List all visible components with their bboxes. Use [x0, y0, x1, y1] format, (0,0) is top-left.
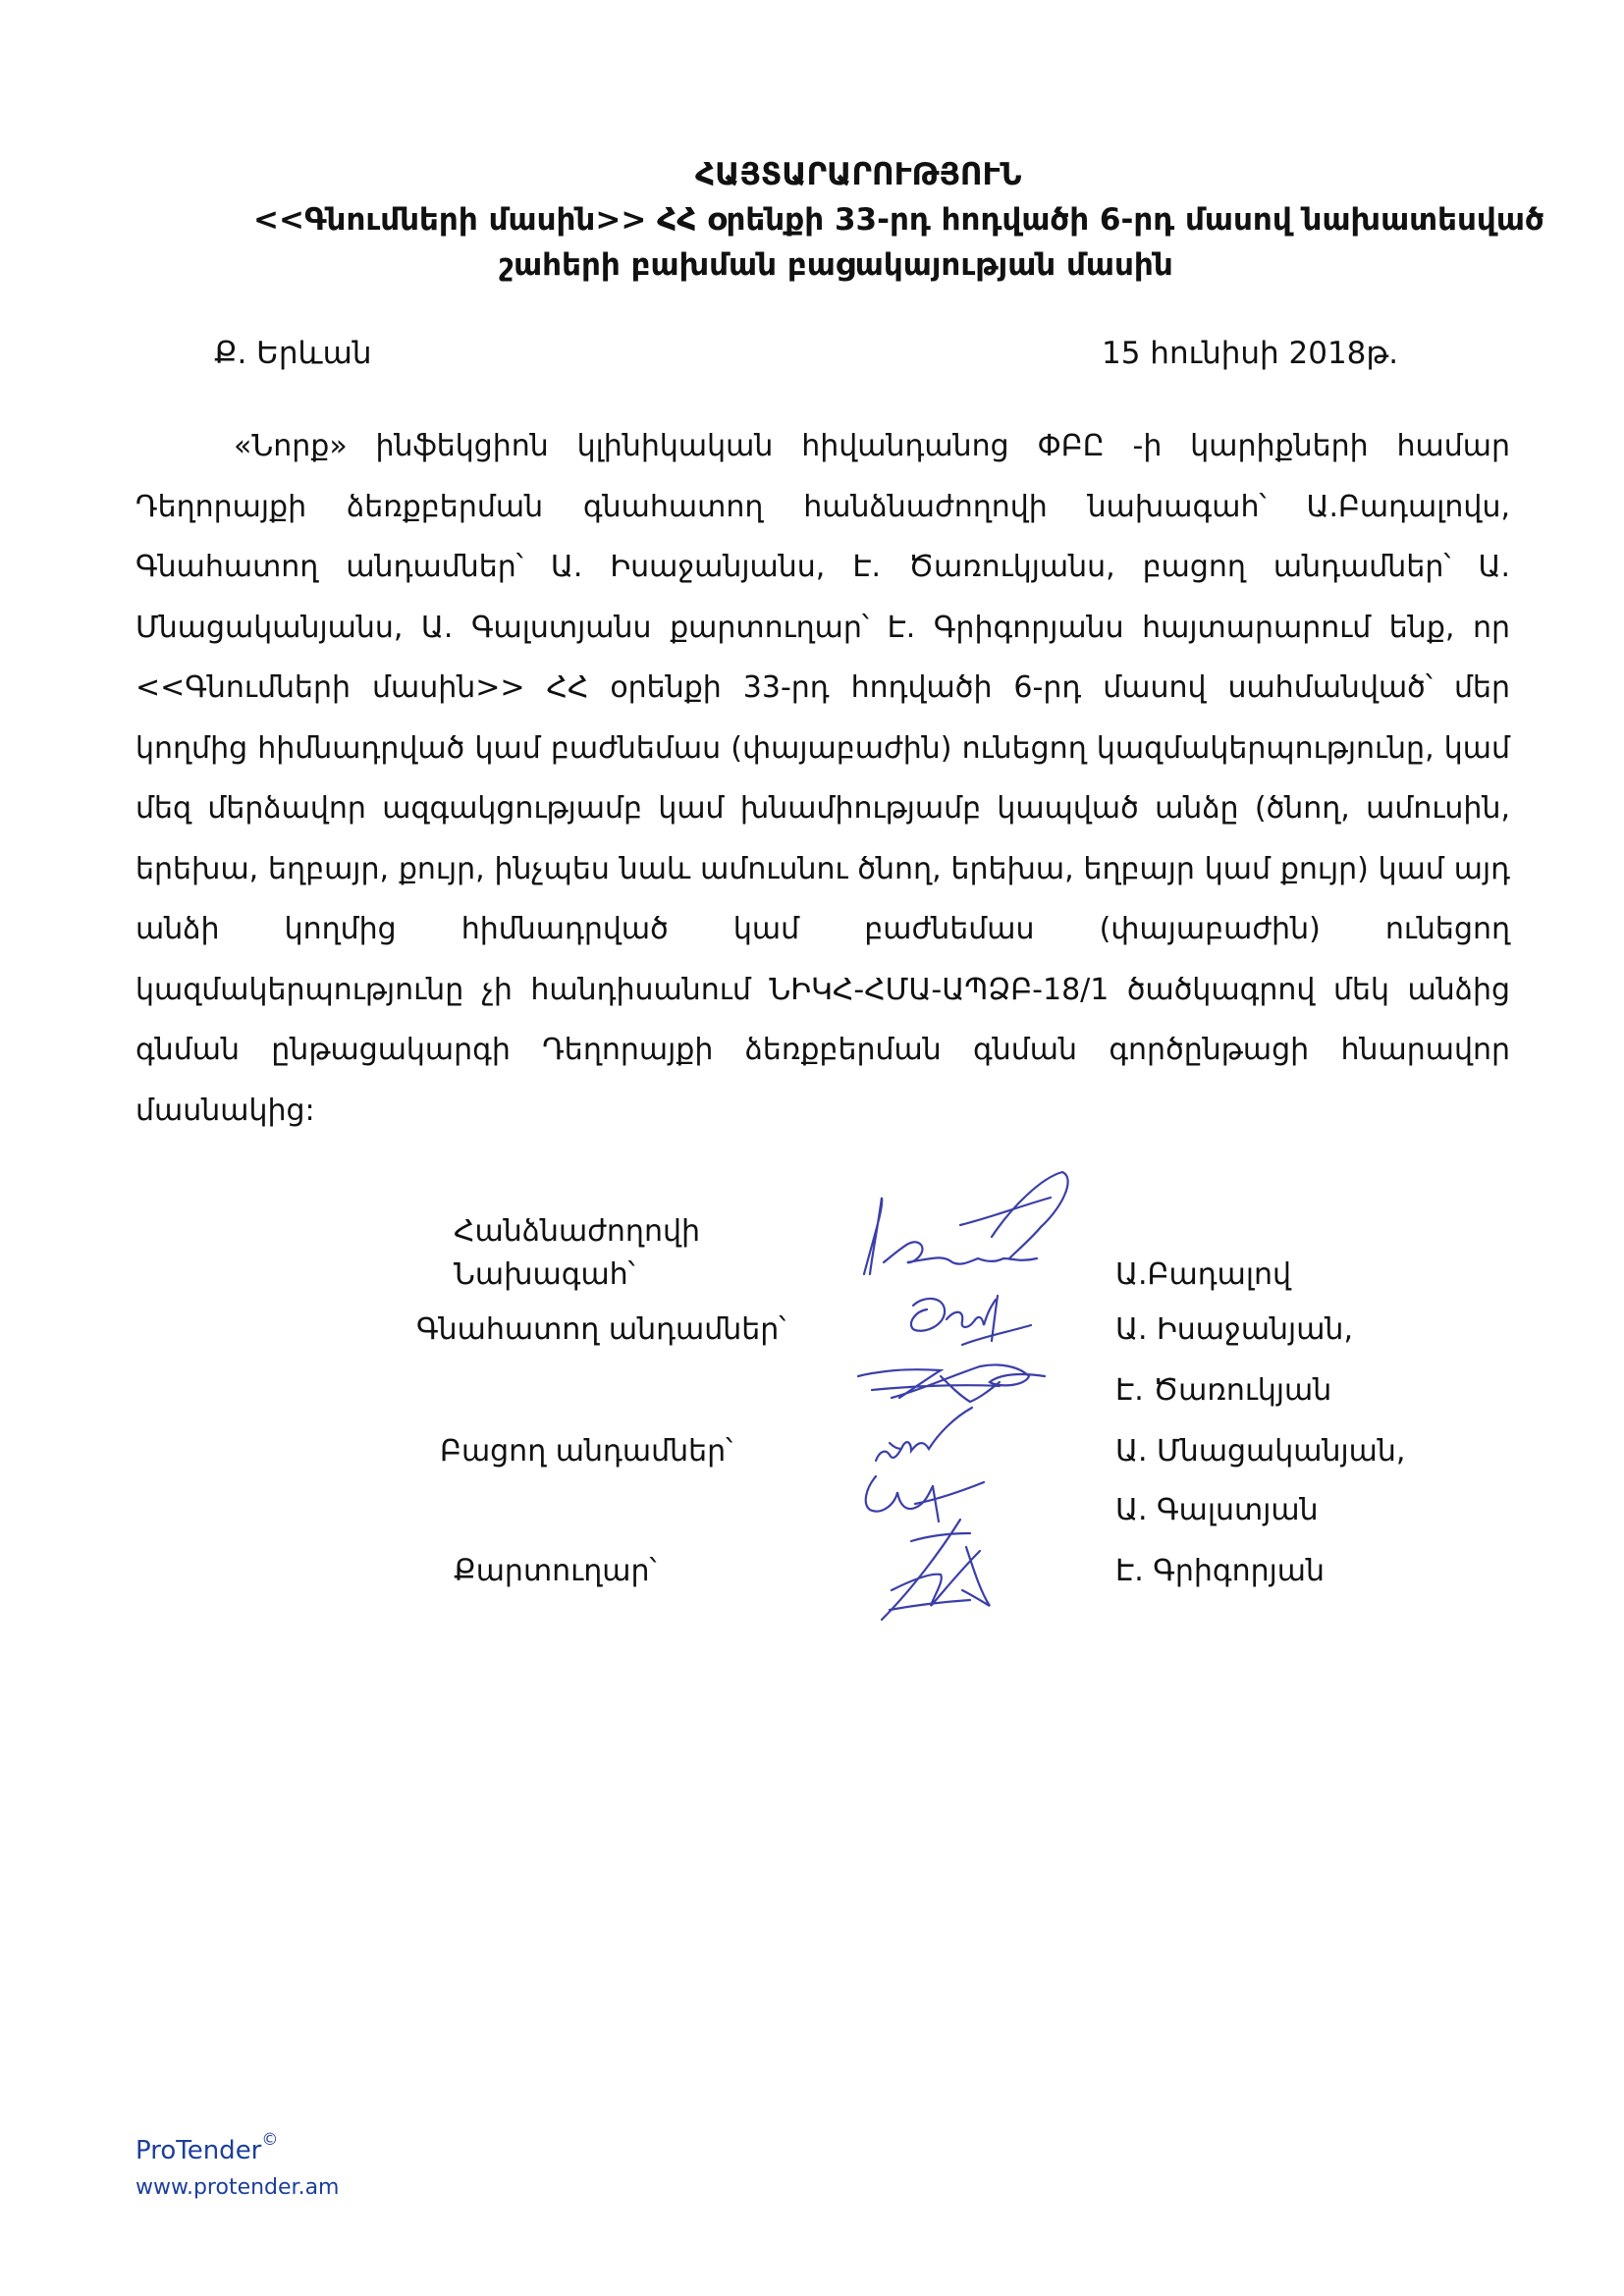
title-line-2: <<Գնումների մասին>> ՀՀ օրենքի 33-րդ հոդվածի 6-րդ մասով նախատեսված: [253, 202, 1544, 238]
title-line-1: ՀԱՅՏԱՐԱՐՈՒԹՅՈՒՆ: [695, 157, 1022, 192]
evaluators-label: Գնահատող անդամներ՝: [416, 1312, 786, 1347]
name-badalov: Ա.Բադալով: [1115, 1257, 1291, 1292]
date: 15 հունիսի 2018թ.: [1102, 336, 1399, 371]
place: Ք. Երևան: [214, 336, 372, 371]
copyright-mark: ©: [261, 2130, 279, 2150]
brand-name: ProTender: [135, 2136, 262, 2165]
name-mnatsakanyan: Ա. Մնացականյան,: [1115, 1434, 1406, 1468]
body-paragraph: «Նորք» ինֆեկցիոն կլինիկական հիվանդանոց ՓԲԸ -ի կարիքների համար Դեղորայքի ձեռքբերման գնահատող հանձնաժողովի նախագահ՝ Ա.Բադալովս, Գնահատող անդամներ՝ Ա. Իսաջանյանս, Է. Ծառուկյանս, բացող անդամներ՝ Ա. Մնացականյանս, Ա. Գալստյանս քարտուղար՝ Է. Գրիգորյանս հայտարարում ենք, որ <<Գնումների մասին>> ՀՀ օրենքի 33-րդ հոդվածի 6-րդ մասով սահմանված՝ մեր կողմից հիմնադրված կամ բաժնեմաս (փայաբաժին) ունեցող կազմակերպությունը, կամ մեզ մերձավոր ազգակցությամբ կամ խնամիությամբ կապված անձը (ծնող, ամուսին, երեխա, եղբայր, քույր, ինչպես նաև ամուսնու ծնող, երեխա, եղբայր կամ քույր) կամ այդ անձի կողմից հիմնադրված կամ բաժնեմաս (փայաբաժին) ունեցող կազմակերպությունը չի հանդիսանում ՆԻԿՀ-ՀՄԱ-ԱՊՁԲ-18/1 ծածկագրով մեկ անձից գնման ընթացակարգի Դեղորայքի ձեռքբերման գնման գործընթացի հնարավոր մասնակից:: [135, 429, 1510, 1128]
chair-label: Նախագահ՝: [454, 1257, 635, 1292]
name-galstyan: Ա. Գալստյան: [1115, 1493, 1319, 1527]
title-line-3: շահերի բախման բացակայության մասին: [499, 247, 1173, 283]
name-tsarukyan: Է. Ծառուկյան: [1115, 1373, 1332, 1408]
signature-mnatsakanyan: [870, 1404, 988, 1472]
name-isajanyan: Ա. Իսաջանյան,: [1115, 1312, 1353, 1347]
signature-badalov: [844, 1168, 1080, 1286]
committee-label: Հանձնաժողովի: [454, 1214, 701, 1249]
footer-brand: [135, 2130, 278, 2165]
openers-label: Բացող անդամներ՝: [440, 1434, 733, 1468]
name-grigoryan: Է. Գրիգորյան: [1115, 1554, 1326, 1588]
secretary-label: Քարտուղար՝: [454, 1554, 657, 1588]
signature-grigoryan: [872, 1512, 1009, 1629]
signature-isajanyan: [903, 1286, 1041, 1355]
footer-url[interactable]: www.protender.am: [135, 2175, 340, 2200]
